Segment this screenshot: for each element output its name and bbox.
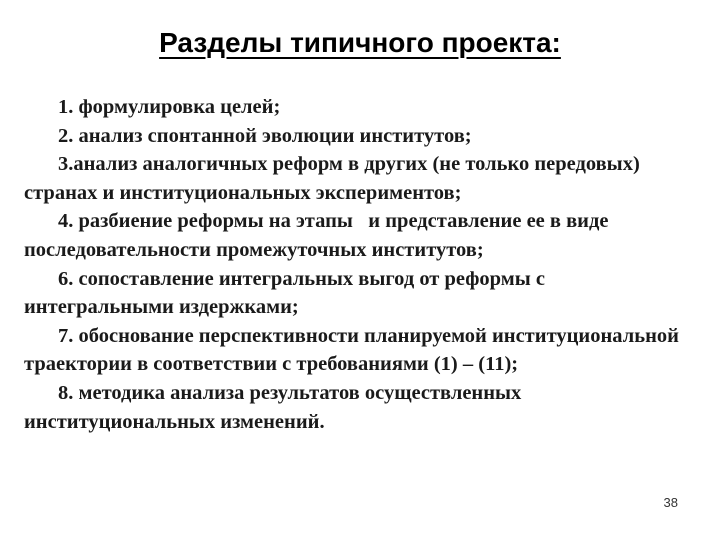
list-item: 7. обоснование перспективности планируемой институциональной траектории в соответствии с требованиями (1) – (11); [24,324,679,376]
list-item: 6. сопоставление интегральных выгод от реформы с интегральными издержками; [24,267,545,319]
list-item: 3.анализ аналогичных реформ в других (не только передовых) странах и институциональных экспериментов; [24,153,640,204]
slide-title [0,27,720,59]
project-sections-list [24,93,684,436]
list-item: 8. методика анализа результатов осуществленных институциональных изменений. [24,381,522,433]
slide-title-text: Разделы типичного проекта: [159,27,561,58]
list-item: 1. формулировка целей; [58,96,281,118]
page-number: 38 [663,495,678,510]
list-item: 2. анализ спонтанной эволюции институтов; [58,124,472,147]
list-item: 4. разбиение реформы на этапы и представление ее в виде последовательности промежуточных институтов; [24,210,614,261]
